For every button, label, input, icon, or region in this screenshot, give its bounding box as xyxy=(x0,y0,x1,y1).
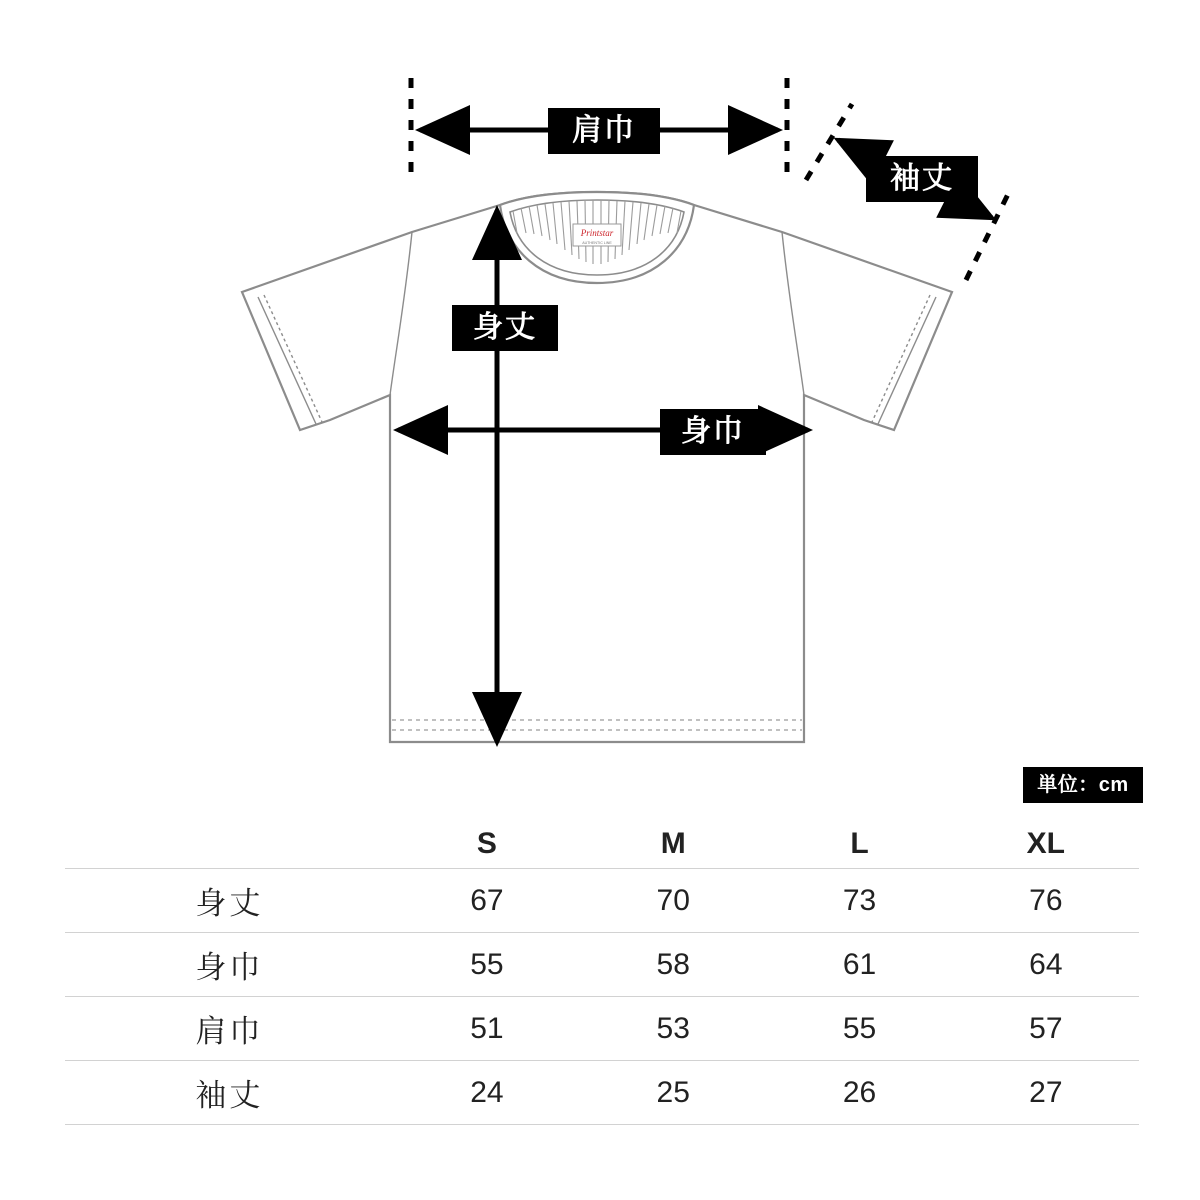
cell-body-width-s: 55 xyxy=(470,947,504,981)
cell-sleeve-length-xl: 27 xyxy=(1029,1075,1063,1109)
label-sleeve-length: 袖丈 xyxy=(866,156,978,202)
table-header-size-l: L xyxy=(766,820,952,869)
label-body-length: 身丈 xyxy=(452,305,558,351)
cell-sleeve-length-s: 24 xyxy=(470,1075,504,1109)
label-body-width: 身巾 xyxy=(660,409,766,455)
table-row xyxy=(65,997,1139,1061)
row-label-body-length: 身丈 xyxy=(195,886,264,921)
row-label-sleeve-length: 袖丈 xyxy=(195,1078,264,1113)
cell-shoulder-width-xl: 57 xyxy=(1029,1011,1063,1045)
svg-text:Printstar: Printstar xyxy=(580,228,614,238)
cell-shoulder-width-s: 51 xyxy=(470,1011,504,1045)
label-shoulder-width: 肩巾 xyxy=(548,108,660,154)
table-row xyxy=(65,869,1139,933)
cell-body-length-m: 70 xyxy=(656,883,690,917)
cell-body-length-l: 73 xyxy=(842,883,877,917)
label-unit: 単位：cm xyxy=(1023,767,1143,803)
cell-shoulder-width-l: 55 xyxy=(842,1011,877,1045)
table-row xyxy=(65,933,1139,997)
cell-body-width-xl: 64 xyxy=(1029,947,1063,981)
table-header-row xyxy=(65,820,1139,869)
cell-body-length-s: 67 xyxy=(470,883,504,917)
cell-body-length-xl: 76 xyxy=(1029,883,1063,917)
table-header-size-s: S xyxy=(394,820,580,869)
row-label-body-width: 身巾 xyxy=(195,950,264,985)
table-header-size-xl: XL xyxy=(953,820,1139,869)
svg-text:AUTHENTIC LINE: AUTHENTIC LINE xyxy=(582,241,612,245)
cell-sleeve-length-m: 25 xyxy=(656,1075,690,1109)
cell-body-width-l: 61 xyxy=(842,947,877,981)
neck-brand-label xyxy=(573,224,621,246)
table-row xyxy=(65,1061,1139,1125)
cell-sleeve-length-l: 26 xyxy=(842,1075,877,1109)
cell-shoulder-width-m: 53 xyxy=(656,1011,690,1045)
row-label-shoulder-width: 肩巾 xyxy=(195,1014,264,1049)
size-table xyxy=(65,820,1139,1125)
table-corner-cell xyxy=(65,820,394,869)
cell-body-width-m: 58 xyxy=(656,947,690,981)
table-header-size-m: M xyxy=(580,820,766,869)
